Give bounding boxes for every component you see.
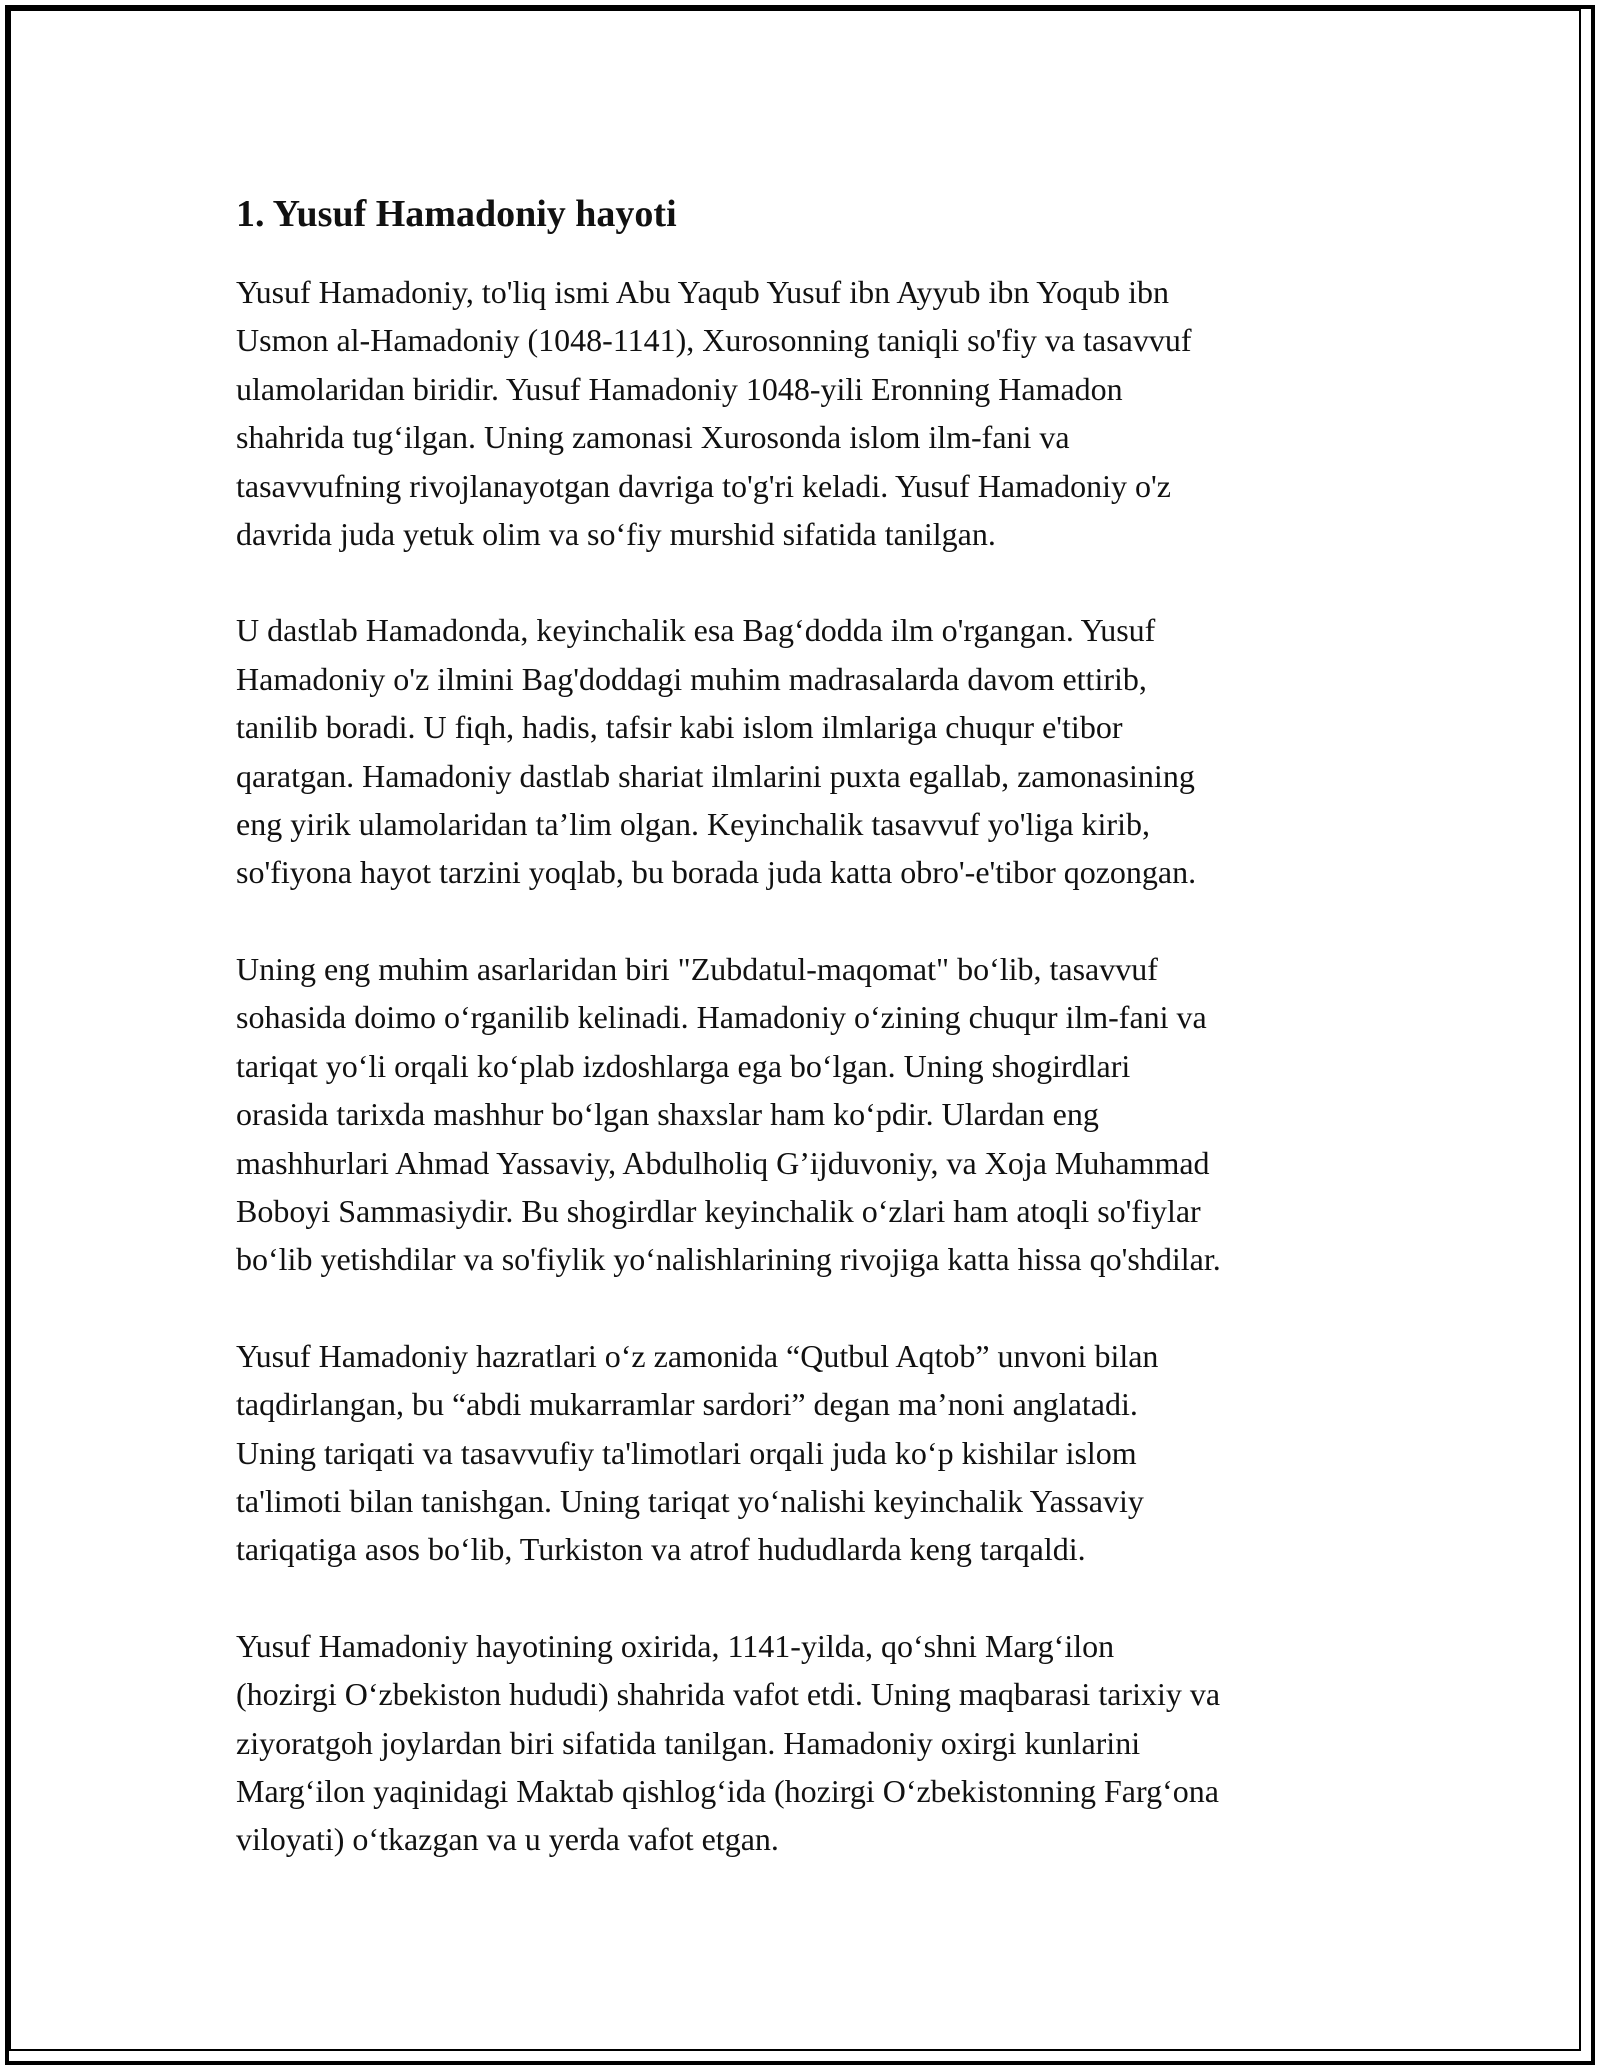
section-heading: 1. Yusuf Hamadoniy hayoti (236, 193, 677, 235)
paragraph-life-intro: Yusuf Hamadoniy, to'liq ismi Abu Yaqub Yusuf ibn Ayyub ibn Yoqub ibn Usmon al-Hamadoniy (1048-1141), Xurosonning taniqli so'fiy va tasavvuf ulamolaridan biridir. Yusuf Hamadoniy 1048-yili Eronning Hamadon shahrida tug‘ilgan. Uning zamonasi Xurosonda islom ilm-fani va tasavvufning rivojlanayotgan davriga to'g'ri keladi. Yusuf Hamadoniy o'z davrida juda yetuk olim va so‘fiy murshid sifatida tanilgan. (236, 274, 1192, 553)
paragraph-education: U dastlab Hamadonda, keyinchalik esa Bag‘dodda ilm o'rgangan. Yusuf Hamadoniy o'z ilmini Bag'doddagi muhim madrasalarda davom ettirib, tanilib boradi. U fiqh, hadis, tafsir kabi islom ilmlariga chuqur e'tibor qaratgan. Hamadoniy dastlab shariat ilmlarini puxta egallab, zamonasining eng yirik ulamolaridan ta’lim olgan. Keyinchalik tasavvuf yo'liga kirib, so'fiyona hayot tarzini yoqlab, bu borada juda katta obro'-e'tibor qozongan. (236, 612, 1197, 891)
paragraph-title-legacy: Yusuf Hamadoniy hazratlari o‘z zamonida “Qutbul Aqtob” unvoni bilan taqdirlangan, bu “abdi mukarramlar sardori” degan ma’noni anglatadi. Uning tariqati va tasavvufiy ta'limotlari orqali juda ko‘p kishilar islom ta'limoti bilan tanishgan. Uning tariqat yo‘nalishi keyinchalik Yassaviy tariqatiga asos bo‘lib, Turkiston va atrof hududlarda keng tarqaldi. (236, 1337, 1159, 1568)
document-body (236, 184, 1386, 1912)
paragraph-death: Yusuf Hamadoniy hayotining oxirida, 1141-yilda, qo‘shni Marg‘ilon (hozirgi O‘zbekiston hududi) shahrida vafot etdi. Uning maqbarasi tarixiy va ziyoratgoh joylardan biri sifatida tanilgan. Hamadoniy oxirgi kunlarini Marg‘ilon yaqinidagi Maktab qishlog‘ida (hozirgi O‘zbekistonning Farg‘ona viloyati) o‘tkazgan va u yerda vafot etgan. (236, 1627, 1221, 1858)
paragraph-works-disciples: Uning eng muhim asarlaridan biri "Zubdatul-maqomat" bo‘lib, tasavvuf sohasida doimo o‘rganilib kelinadi. Hamadoniy o‘zining chuqur ilm-fani va tariqat yo‘li orqali ko‘plab izdoshlarga ega bo‘lgan. Uning shogirdlari orasida tarixda mashhur bo‘lgan shaxslar ham ko‘pdir. Ulardan eng mashhurlari Ahmad Yassaviy, Abdulholiq G’ijduvoniy, va Xoja Muhammad Boboyi Sammasiydir. Bu shogirdlar keyinchalik o‘zlari ham atoqli so'fiylar bo‘lib yetishdilar va so'fiylik yo‘nalishlarining rivojiga katta hissa qo'shdilar. (236, 950, 1221, 1278)
